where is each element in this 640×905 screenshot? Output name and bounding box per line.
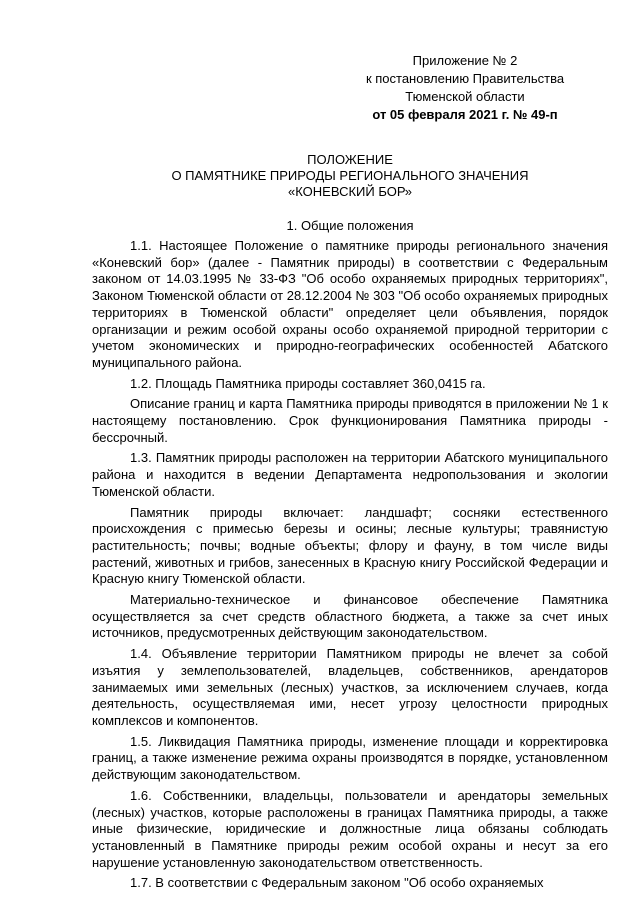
appendix-reference: к постановлению Правительства (365, 71, 565, 86)
paragraph-1-7: 1.7. В соответствии с Федеральным законом "Об особо охраняемых (130, 875, 544, 891)
title-line-3: «КОНЕВСКИЙ БОР» (288, 184, 412, 199)
appendix-region: Тюменской области (405, 89, 525, 104)
appendix-block (330, 52, 600, 124)
paragraph-1-3: 1.3. Памятник природы расположен на территории Абатского муниципального района и находится в ведении Департамента недропользования и экологии Тюменской области. (92, 450, 608, 499)
paragraph-boundaries: Описание границ и карта Памятника природы приводятся в приложении № 1 к настоящему постановлению. Срок функционирования Памятника природы - бессрочный. (92, 396, 608, 445)
section-heading: 1. Общие положения (286, 218, 414, 233)
paragraph-1-2: 1.2. Площадь Памятника природы составляет 360,0415 га. (130, 375, 486, 391)
paragraph-composition: Памятник природы включает: ландшафт; сосняки естественного происхождения с примесью березы и осины; лесные культуры; травянистую растительность; почвы; водные объекты; флору и фауну, в том числе виды растений, животных и грибов, занесенных в Красную книгу Российской Федерации и Красную книгу Тюменской области. (92, 504, 608, 587)
document-title (92, 152, 608, 200)
appendix-date-number: от 05 февраля 2021 г. № 49-п (372, 107, 558, 122)
title-line-2: О ПАМЯТНИКЕ ПРИРОДЫ РЕГИОНАЛЬНОГО ЗНАЧЕНИЯ (171, 168, 529, 183)
paragraph-1-4: 1.4. Объявление территории Памятником природы не влечет за собой изъятия у землепользователей, владельцев, собственников, арендаторов занимаемых ими земельных (лесных) участков, за исключением случаев, когда деятельность, осуществляемая ими, несет угрозу целостности природных комплексов и компонентов. (92, 646, 608, 728)
appendix-number: Приложение № 2 (412, 53, 518, 68)
paragraph-1-6: 1.6. Собственники, владельцы, пользователи и арендаторы земельных (лесных) участков, которые расположены в границах Памятника природы, а также иные физические, юридические и должностные лица обязаны соблюдать установленный в Памятнике природы режим особой охраны и несут за его нарушение установленную законодательством ответственность. (92, 787, 608, 870)
paragraph-funding: Материально-техническое и финансовое обеспечение Памятника осуществляется за счет средств областного бюджета, а также за счет иных источников, предусмотренных действующим законодательством. (92, 592, 608, 641)
paragraph-1-1: 1.1. Настоящее Положение о памятнике природы регионального значения «Коневский бор» (далее - Памятник природы) в соответствии с Федеральным законом от 14.03.1995 № 33-ФЗ "Об особо охраняемых природных территориях", Законом Тюменской области от 28.12.2004 № 303 "Об особо охраняемых природных территориях в Тюменской области" определяет цели объявления, порядок организации и режим особой охраны особо охраняемой природной территории с учетом экономических и природно-географических особенностей Абатского муниципального района. (92, 238, 608, 370)
title-line-1: ПОЛОЖЕНИЕ (307, 152, 393, 167)
paragraph-1-5: 1.5. Ликвидация Памятника природы, изменение площади и корректировка границ, а также изменение режима охраны производятся в порядке, установленном действующим законодательством. (92, 733, 608, 783)
document-body (92, 238, 608, 892)
